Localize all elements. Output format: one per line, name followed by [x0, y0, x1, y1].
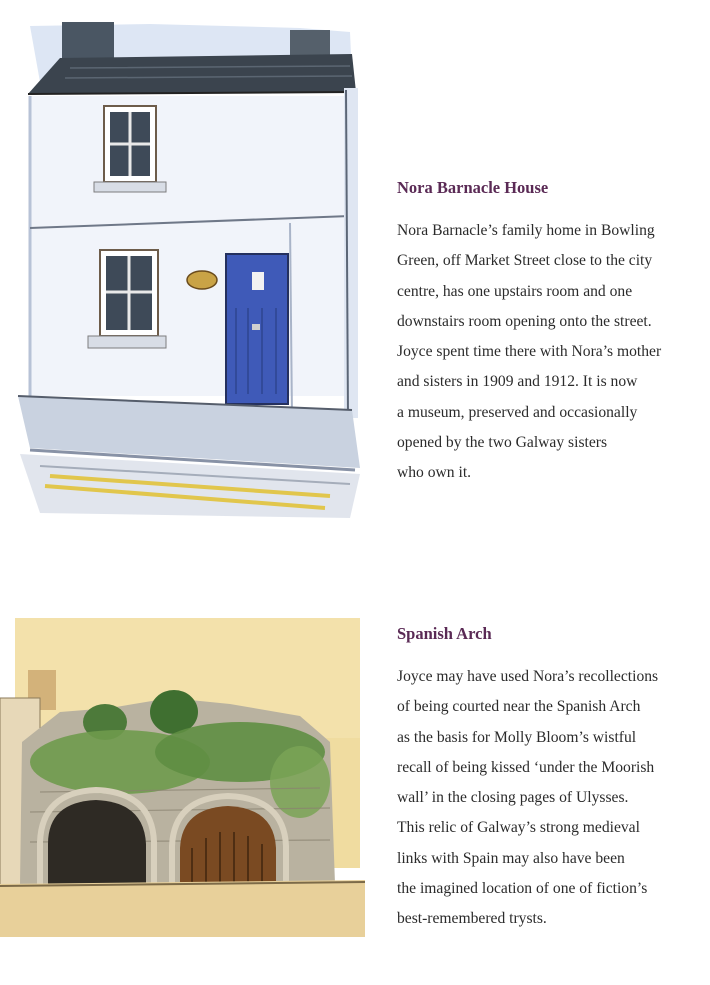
- text-line: of being courted near the Spanish Arch: [397, 698, 641, 716]
- text-line: and sisters in 1909 and 1912. It is now: [397, 373, 638, 391]
- text-line: wall’ in the closing pages of Ulysses.: [397, 789, 629, 807]
- section-paragraph: [397, 662, 702, 935]
- text-line: recall of being kissed ‘under the Moorish: [397, 758, 655, 776]
- text-line: links with Spain may also have been: [397, 849, 625, 867]
- text-line: best-remembered trysts.: [397, 910, 547, 928]
- nora-barnacle-house-illustration: [0, 18, 385, 528]
- text-line: a museum, preserved and occasionally: [397, 403, 638, 421]
- text-line: opened by the two Galway sisters: [397, 434, 608, 452]
- text-line: Nora Barnacle’s family home in Bowling: [397, 222, 655, 239]
- text-line: Green, off Market Street close to the city: [397, 252, 653, 270]
- text-line: This relic of Galway’s strong medieval: [397, 819, 640, 837]
- text-line: centre, has one upstairs room and one: [397, 282, 633, 300]
- nora-barnacle-house-section: [397, 176, 702, 489]
- section-paragraph: [397, 216, 702, 489]
- text-line: downstairs room opening onto the street.: [397, 312, 652, 330]
- text-line: as the basis for Molly Bloom’s wistful: [397, 728, 637, 746]
- text-line: who own it.: [397, 464, 472, 482]
- text-line: Joyce spent time there with Nora’s mother: [397, 343, 662, 361]
- spanish-arch-illustration: [0, 612, 365, 937]
- spanish-arch-section: [397, 622, 702, 935]
- section-title: Nora Barnacle House: [397, 178, 549, 197]
- text-line: the imagined location of one of fiction’s: [397, 880, 648, 898]
- text-line: Joyce may have used Nora’s recollections: [397, 668, 659, 685]
- section-title: Spanish Arch: [397, 624, 492, 643]
